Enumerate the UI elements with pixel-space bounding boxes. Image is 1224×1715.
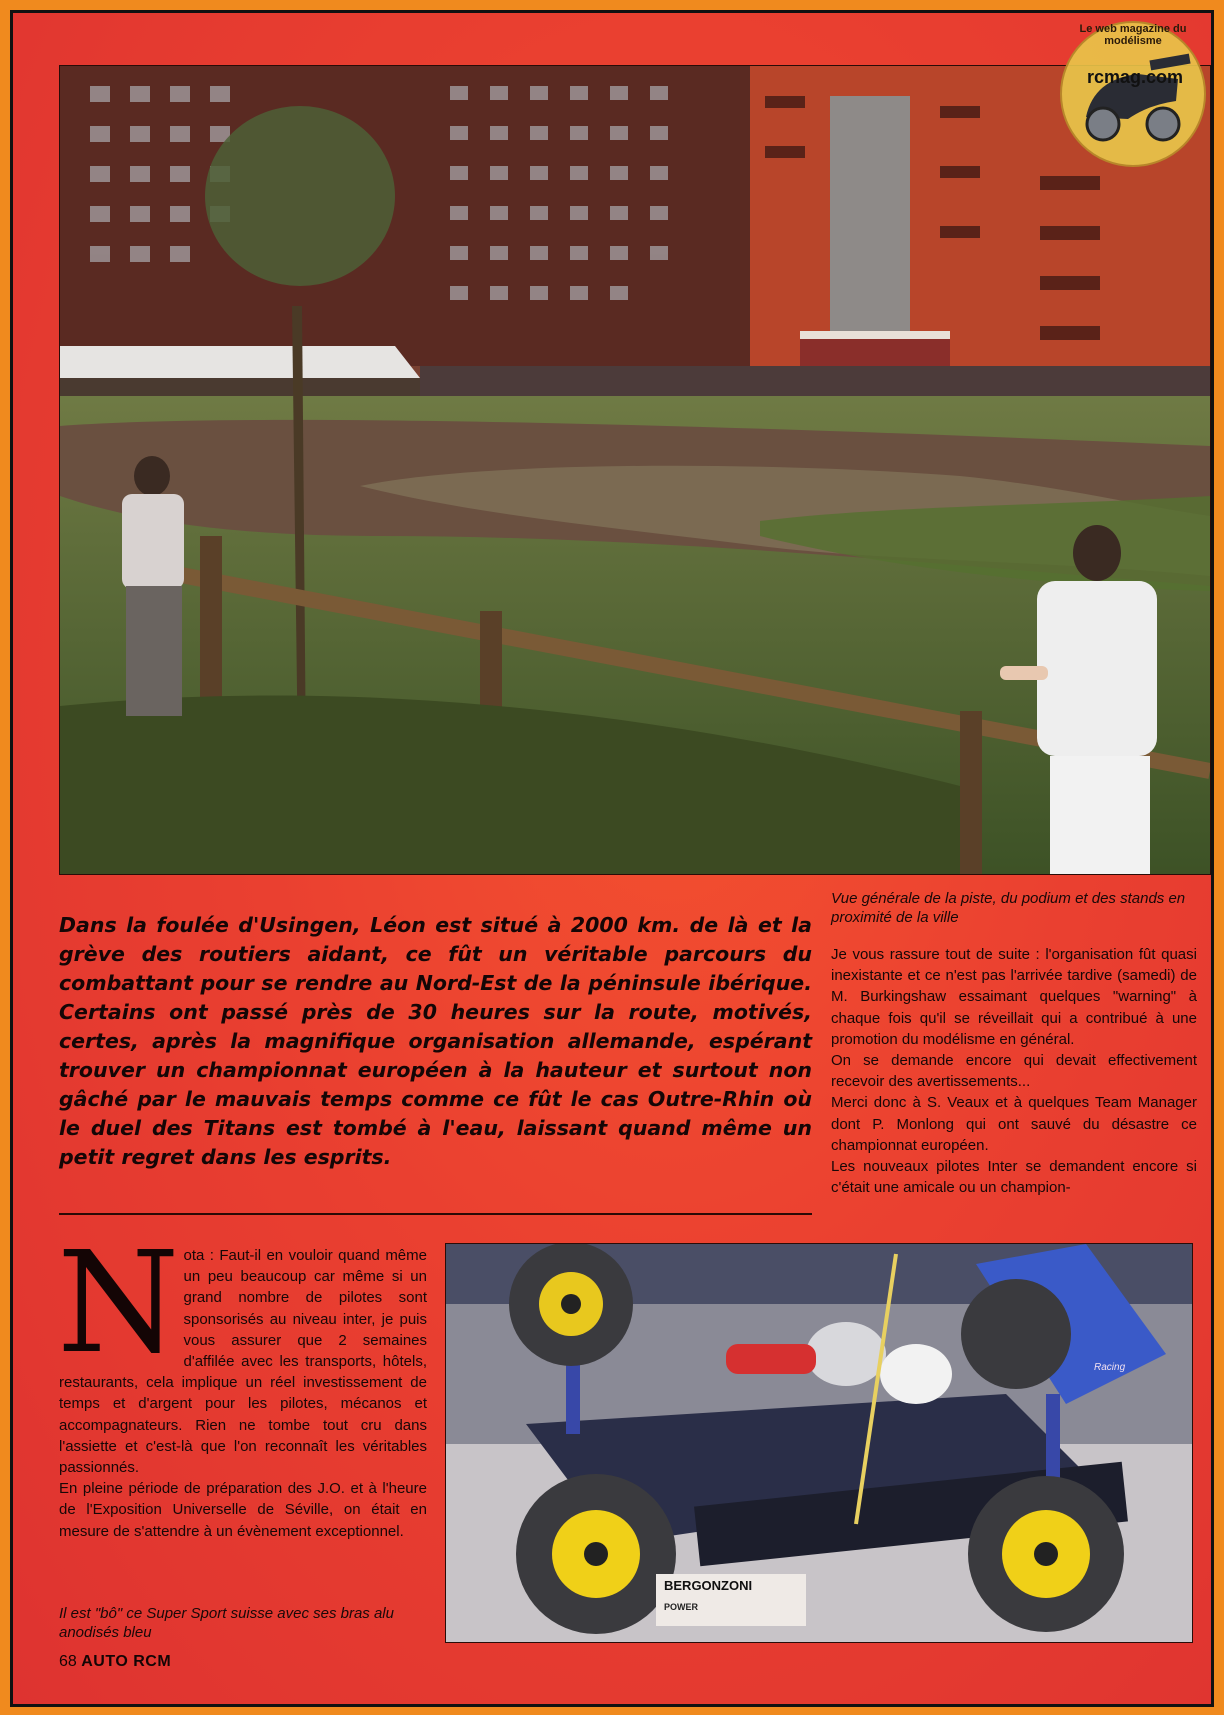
intro-paragraph — [59, 911, 812, 1172]
wing-label: Racing — [1094, 1362, 1126, 1373]
magazine-page — [10, 10, 1214, 1707]
right-column — [831, 944, 1197, 1198]
right-paragraph: Les nouveaux pilotes Inter se demandent encore si c'était une amicale ou un champion- — [831, 1158, 1197, 1197]
logo-tagline: Le web magazine du modélisme — [1079, 23, 1187, 47]
track-overview-photo — [59, 65, 1211, 875]
intro-bottom-rule — [59, 1213, 812, 1215]
sponsor-label: BERGONZONI — [664, 1578, 753, 1593]
left-column — [57, 1222, 427, 1542]
magazine-name: AUTO RCM — [81, 1653, 172, 1670]
sponsor-sub-label: POWER — [664, 1602, 699, 1612]
bottom-photo-caption: Il est "bô" ce Super Sport suisse avec ses bras alu anodisés bleu — [59, 1605, 394, 1641]
top-photo-caption: Vue générale de la piste, du podium et des stands en proximité de la ville — [831, 890, 1186, 926]
right-paragraph: Je vous rassure tout de suite : l'organisation fût quasi inexistante et ce n'est pas l'arrivée tardive (samedi) de M. Burkingshaw essaimant quelques "warning" à chaque fois qu'il se réveillait qui a contribué à une promotion du modélisme en général. — [831, 946, 1197, 1048]
drop-cap: N — [57, 1222, 180, 1385]
right-paragraph: Merci donc à S. Veaux et à quelques Team Manager dont P. Monlong qui ont sauvé du désastre ce championnat européen. — [831, 1094, 1197, 1154]
logo-brand: rcmag.com — [1086, 67, 1184, 87]
page-footer — [59, 1653, 171, 1671]
left-paragraph: En pleine période de préparation des J.O. et à l'heure de l'Exposition Universelle de Séville, on était en mesure de s'attendre à un évènement exceptionnel. — [59, 1480, 427, 1540]
page-number: 68 — [59, 1653, 77, 1670]
left-paragraph: ota : Faut-il en vouloir quand même un peu beaucoup car même si un grand nombre de pilotes sont sponsorisés au niveau inter, je puis vous assurer que 2 semaines d'affilée avec les transports, hôtels, restaurants, cela implique un réel investissement de temps et d'argent pour les pilotes, mécanos et accompagnateurs. Rien ne tombe tout cru dans l'assiette et c'est-là que l'on reconnaît les véritables passionnés. — [59, 1247, 427, 1477]
right-paragraph: On se demande encore qui devait effectivement recevoir des avertissements... — [831, 1052, 1197, 1091]
intro-text: Dans la foulée d'Usingen, Léon est situé à 2000 km. de là et la grève des routiers aidant, ce fût un véritable parcours du combattant pour se rendre au Nord-Est de la péninsule ibérique. Certains ont passé près de 30 heures sur la route, motivés, certes, après la magnifique organisation allemande, espérant trouver un championnat européen à la hauteur et surtout non gâché par le mauvais temps comme ce fût le cas Outre-Rhin où le duel des Titans est tombé à l'eau, laissant quand même un petit regret dans les esprits. — [59, 913, 812, 1169]
buggy-photo — [445, 1243, 1193, 1643]
